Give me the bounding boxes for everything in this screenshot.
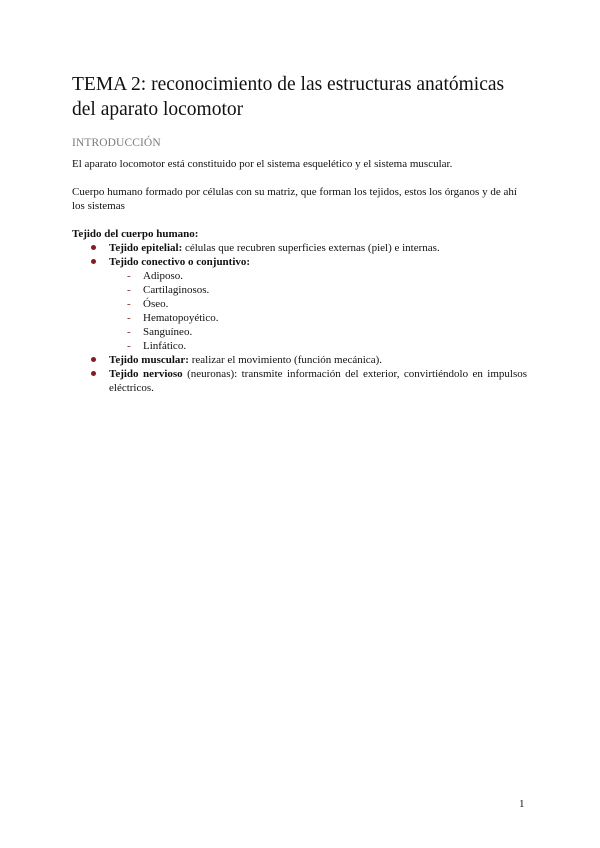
- dash-icon: -: [127, 340, 131, 352]
- tissue-description: realizar el movimiento (función mecánica).: [188, 354, 382, 366]
- tissue-term: Tejido nervioso: [109, 368, 183, 380]
- sublist-item: [109, 283, 527, 297]
- sublist-item: [109, 269, 527, 283]
- sublist-item-label: Hematopoyético.: [143, 312, 219, 324]
- tissue-term: Tejido epitelial:: [109, 242, 183, 254]
- bullet-icon: [91, 245, 96, 250]
- sublist-item: [109, 311, 527, 325]
- list-item: [72, 353, 527, 367]
- sublist-item-label: Adiposo.: [143, 270, 184, 282]
- dash-icon: -: [127, 298, 131, 310]
- sublist-item-label: Linfático.: [143, 340, 187, 352]
- tissue-term: Tejido muscular:: [109, 354, 189, 366]
- body-paragraph: Cuerpo humano formado por células con su matriz, que forman los tejidos, estos los órganos y de ahí los sistemas: [72, 186, 517, 212]
- dash-icon: -: [127, 312, 131, 324]
- sublist-item: [109, 325, 527, 339]
- bullet-icon: [91, 371, 96, 376]
- sublist-item-label: Cartilaginosos.: [143, 284, 210, 296]
- list-item: [72, 367, 527, 395]
- list-item: [72, 241, 527, 255]
- sublist-item: [109, 297, 527, 311]
- dash-icon: -: [127, 326, 131, 338]
- sublist-item-label: Óseo.: [143, 298, 169, 310]
- page-number: 1: [519, 798, 525, 810]
- tissue-description: células que recubren superficies externas (piel) e internas.: [182, 242, 440, 254]
- sublist-item: [109, 339, 527, 353]
- list-item: [72, 255, 527, 353]
- bullet-icon: [91, 357, 96, 362]
- connective-sublist: [109, 269, 527, 353]
- document-page: [72, 72, 527, 395]
- list-heading: Tejido del cuerpo humano:: [72, 228, 199, 240]
- bullet-icon: [91, 259, 96, 264]
- intro-paragraph: El aparato locomotor está constituido por el sistema esquelético y el sistema muscular.: [72, 158, 453, 170]
- tissue-list: [72, 241, 527, 395]
- tissue-description: (neuronas): transmite información del exterior, convirtiéndolo en impulsos eléctricos.: [109, 368, 528, 394]
- dash-icon: -: [127, 284, 131, 296]
- section-heading: INTRODUCCIÓN: [72, 137, 161, 149]
- dash-icon: -: [127, 270, 131, 282]
- tissue-term: Tejido conectivo o conjuntivo:: [109, 256, 251, 268]
- document-title: TEMA 2: reconocimiento de las estructuras anatómicas del aparato locomotor: [72, 74, 505, 120]
- sublist-item-label: Sanguíneo.: [143, 326, 193, 338]
